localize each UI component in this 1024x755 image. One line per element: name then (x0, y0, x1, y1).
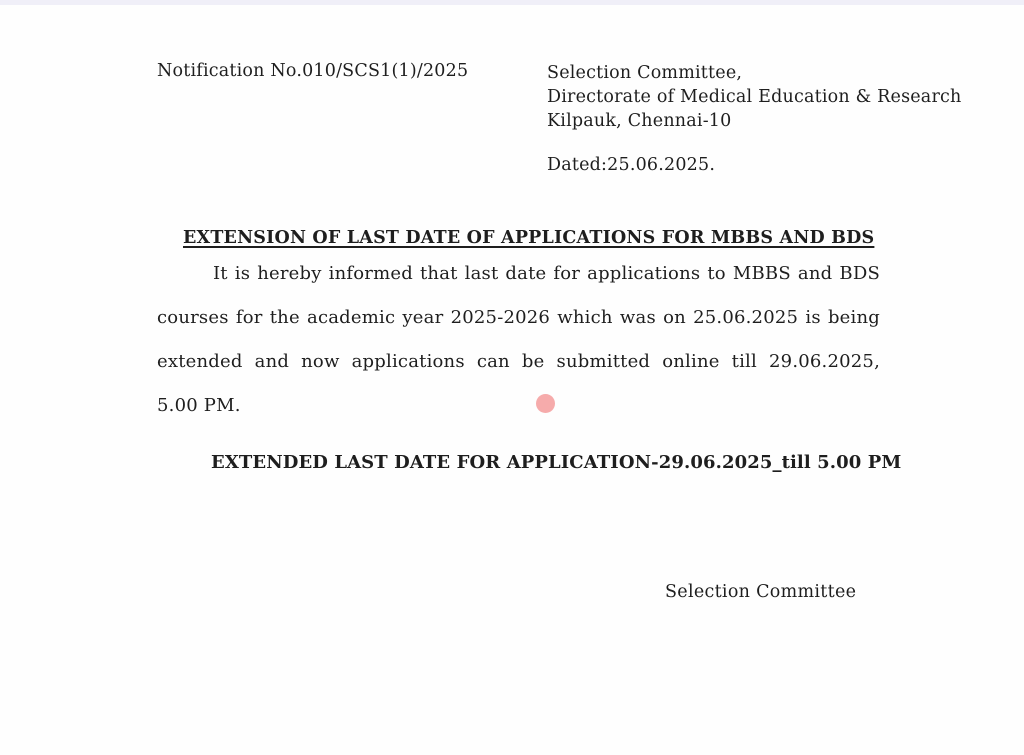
pink-dot-marker (536, 394, 555, 413)
issuer-line-location: Kilpauk, Chennai-10 (547, 111, 732, 131)
body-line-4: 5.00 PM. (157, 395, 241, 416)
scan-edge-strip (0, 0, 1024, 5)
notice-body-paragraph (157, 252, 880, 428)
body-line-2: courses for the academic year 2025-2026 which was on 25.06.2025 is being (157, 307, 880, 328)
issuer-line-directorate: Directorate of Medical Education & Research (547, 87, 962, 107)
signature-selection-committee: Selection Committee (665, 582, 857, 602)
body-line-1: It is hereby informed that last date for applications to MBBS and BDS (213, 263, 880, 284)
body-line-3: extended and now applications can be submitted online till 29.06.2025, (157, 351, 880, 372)
issuer-address-block (547, 61, 961, 133)
issuer-line-committee: Selection Committee, (547, 63, 743, 83)
extended-last-date-line: EXTENDED LAST DATE FOR APPLICATION-29.06.2025_till 5.00 PM (211, 452, 902, 473)
dated-line: Dated:25.06.2025. (547, 155, 716, 175)
notification-number: Notification No.010/SCS1(1)/2025 (157, 61, 469, 81)
notice-heading: EXTENSION OF LAST DATE OF APPLICATIONS FOR MBBS AND BDS (183, 228, 875, 248)
